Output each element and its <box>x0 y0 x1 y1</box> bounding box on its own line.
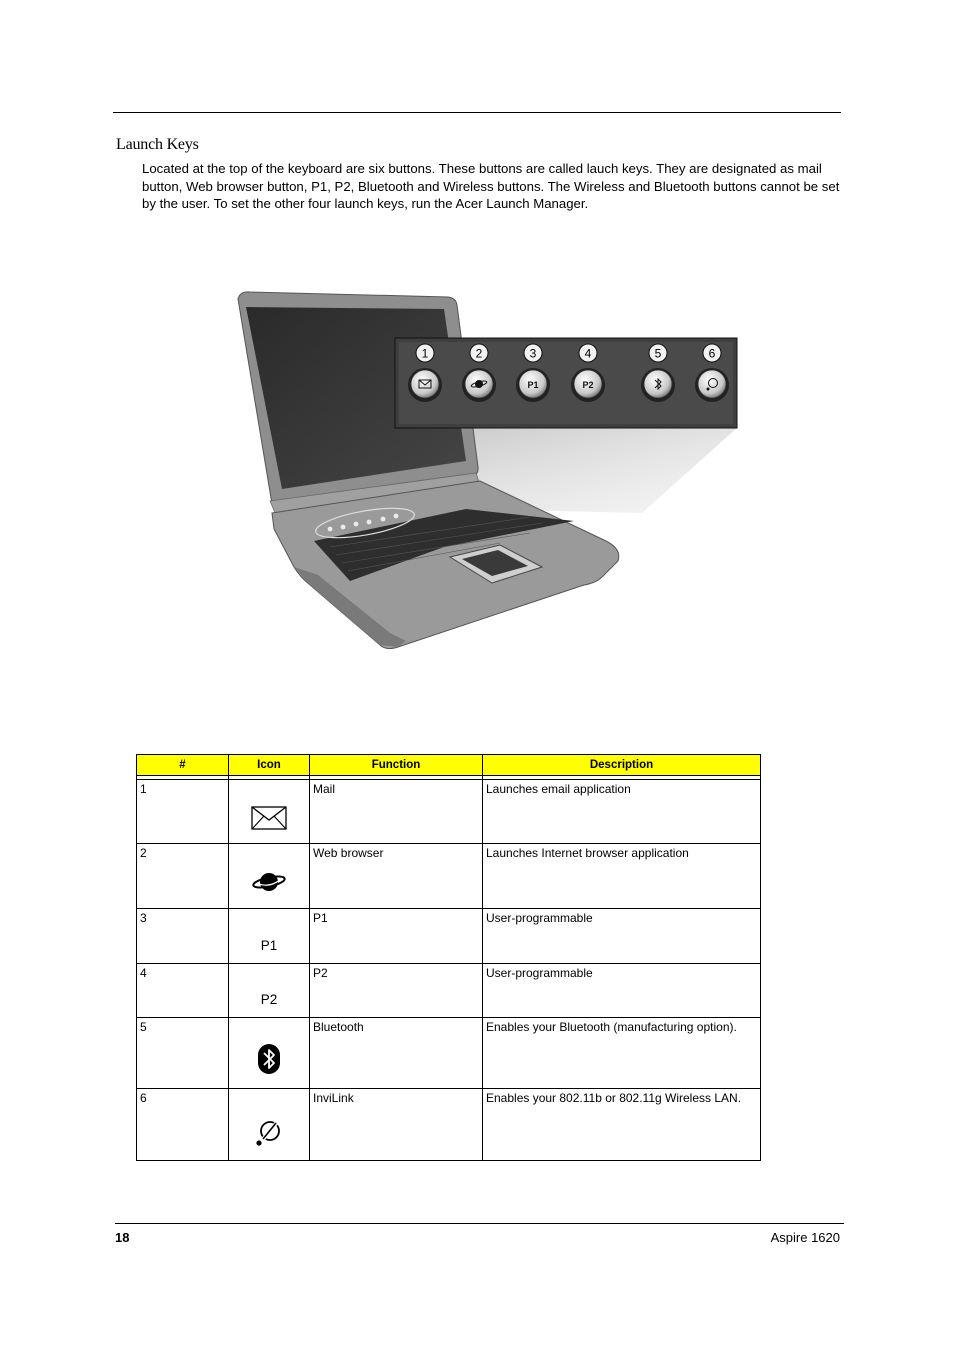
callout-key-mail <box>408 368 442 402</box>
callout-key-bt <box>641 368 675 402</box>
row-number: 2 <box>137 844 229 909</box>
wireless-icon <box>254 1117 284 1147</box>
svg-text:P1: P1 <box>527 380 539 390</box>
callout-key-p2 <box>571 368 605 402</box>
row-description: Launches Internet browser application <box>483 844 761 909</box>
row-function: P2 <box>310 964 483 1018</box>
svg-text:3: 3 <box>529 346 537 361</box>
callout-key-p1 <box>516 368 550 402</box>
p1-icon: P1 <box>260 938 278 953</box>
callout-number <box>524 344 542 362</box>
table-row <box>137 909 761 964</box>
callout-number <box>470 344 488 362</box>
row-function: Bluetooth <box>310 1018 483 1089</box>
svg-text:5: 5 <box>654 346 662 361</box>
header-icon: Icon <box>229 755 310 776</box>
svg-text:2: 2 <box>475 346 483 361</box>
callout-number <box>579 344 597 362</box>
row-icon <box>229 964 310 1018</box>
table-header-row <box>137 755 761 776</box>
row-icon <box>229 1089 310 1161</box>
row-function: P1 <box>310 909 483 964</box>
launch-keys-table <box>136 754 761 1161</box>
table-row <box>137 1089 761 1161</box>
laptop-launch-keys-figure <box>230 285 742 655</box>
svg-text:4: 4 <box>584 346 592 361</box>
table-row <box>137 780 761 844</box>
product-name: Aspire 1620 <box>770 1230 840 1245</box>
row-icon <box>229 844 310 909</box>
p2-icon: P2 <box>260 992 278 1007</box>
svg-text:6: 6 <box>708 346 716 361</box>
callout-number <box>416 344 434 362</box>
svg-text:1: 1 <box>421 346 429 361</box>
table-row <box>137 964 761 1018</box>
row-number: 1 <box>137 780 229 844</box>
page-number: 18 <box>115 1230 130 1245</box>
row-icon <box>229 1018 310 1089</box>
row-number: 6 <box>137 1089 229 1161</box>
header-number: # <box>137 755 229 776</box>
callout-number <box>649 344 667 362</box>
row-icon <box>229 780 310 844</box>
row-description: Launches email application <box>483 780 761 844</box>
row-description: User-programmable <box>483 964 761 1018</box>
callout-key-web <box>462 368 496 402</box>
row-number: 3 <box>137 909 229 964</box>
header-function: Function <box>310 755 483 776</box>
footer-rule <box>115 1223 844 1224</box>
mail-icon <box>251 806 287 830</box>
row-number: 4 <box>137 964 229 1018</box>
header-description: Description <box>483 755 761 776</box>
table-row <box>137 1018 761 1089</box>
row-description: Enables your 802.11b or 802.11g Wireless LAN. <box>483 1089 761 1161</box>
row-number: 5 <box>137 1018 229 1089</box>
table-row <box>137 844 761 909</box>
row-function: Mail <box>310 780 483 844</box>
header-rule <box>113 112 841 113</box>
svg-text:P2: P2 <box>582 380 594 390</box>
row-function: Web browser <box>310 844 483 909</box>
intro-paragraph: Located at the top of the keyboard are six buttons. These buttons are called lauch keys. They are designated as mail button, Web browser button, P1, P2, Bluetooth and Wireless buttons. The Wireless and Bluetooth buttons cannot be set by the user. To set the other four launch keys, run the Acer Launch Manager. <box>142 161 840 211</box>
row-description: Enables your Bluetooth (manufacturing option). <box>483 1018 761 1089</box>
row-function: InviLink <box>310 1089 483 1161</box>
web-browser-icon <box>251 869 287 895</box>
bluetooth-icon <box>257 1043 281 1075</box>
callout-number <box>703 344 721 362</box>
row-icon <box>229 909 310 964</box>
row-description: User-programmable <box>483 909 761 964</box>
callout-key-wl <box>695 368 729 402</box>
section-title: Launch Keys <box>116 136 199 153</box>
